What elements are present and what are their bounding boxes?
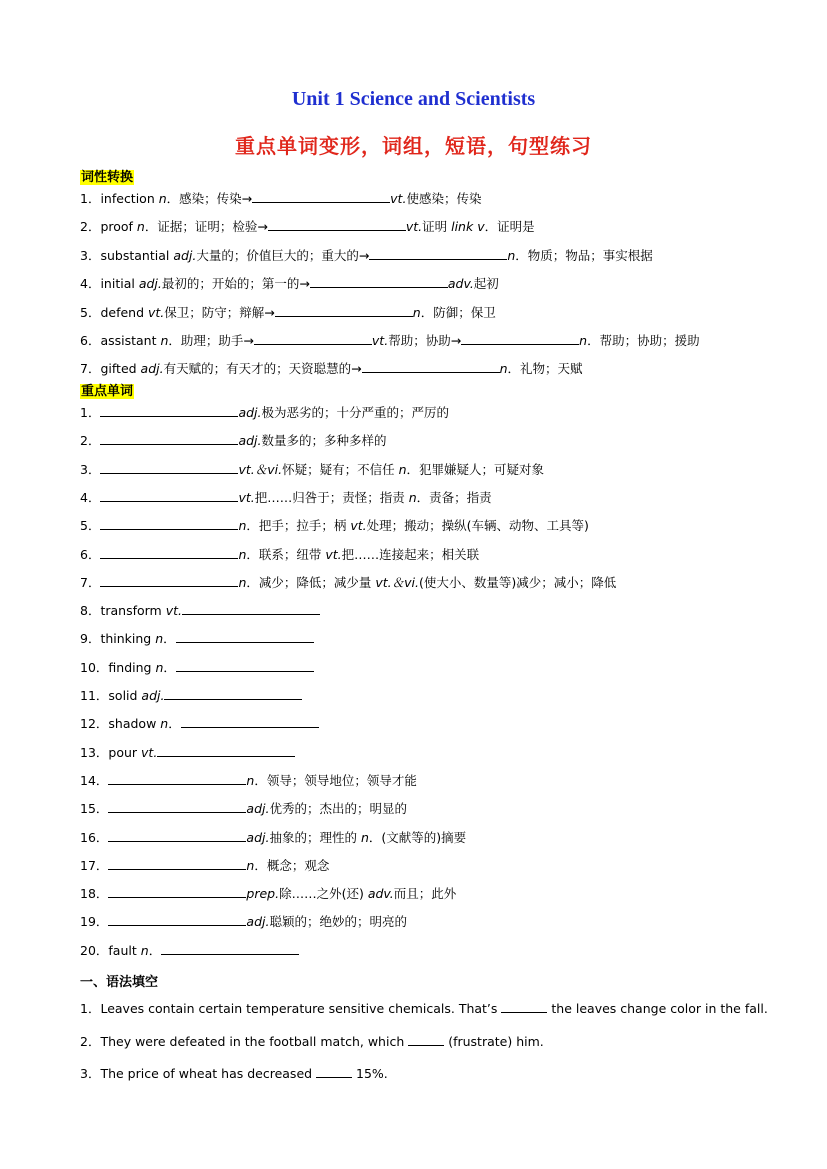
answer-blank[interactable] xyxy=(164,686,302,700)
answer-blank[interactable] xyxy=(161,941,299,955)
item-text: ． xyxy=(168,716,181,732)
item-text: adj. xyxy=(141,688,165,703)
answer-blank[interactable] xyxy=(108,912,246,926)
item-text: 16． xyxy=(80,829,109,845)
item-text: 7．gifted xyxy=(80,361,141,377)
key-words-item xyxy=(80,743,295,761)
item-text: adv. xyxy=(447,276,474,292)
item-text: vt. xyxy=(165,603,182,619)
item-text: 12．shadow xyxy=(80,716,161,732)
item-text: 3．substantial xyxy=(80,247,174,263)
page-subtitle: 重点单词变形，词组，短语，句型练习 xyxy=(235,134,592,158)
item-text: adj. xyxy=(238,433,262,449)
item-text: n xyxy=(155,631,164,647)
item-text: n xyxy=(158,191,167,206)
answer-blank[interactable] xyxy=(108,884,246,898)
word-forms-heading: 词性转换 xyxy=(81,170,134,185)
item-text: 4．initial xyxy=(80,276,139,292)
answer-blank[interactable] xyxy=(100,516,238,530)
item-text: 17． xyxy=(80,857,109,873)
item-text: vt. xyxy=(148,304,165,320)
item-text: ．感染；传染→ xyxy=(166,191,253,206)
key-words-heading: 重点单词 xyxy=(81,384,134,399)
item-text: ． xyxy=(163,631,176,647)
item-text: 证明 xyxy=(422,219,452,235)
item-text: ．帮助；协助；援助 xyxy=(587,333,700,348)
key-words-item xyxy=(80,516,589,534)
item-text: n xyxy=(160,716,169,732)
item-text: n xyxy=(155,659,164,675)
item-text: 10．finding xyxy=(80,659,156,675)
answer-blank[interactable] xyxy=(461,331,579,345)
word-forms-item xyxy=(80,359,583,377)
item-text: 6． xyxy=(80,546,101,562)
section-heading-key-words xyxy=(80,380,134,399)
item-text: ．减少；降低；减少量 xyxy=(246,574,376,590)
item-text: 15． xyxy=(80,801,109,817)
key-words-item xyxy=(80,601,320,619)
answer-blank[interactable] xyxy=(100,403,238,417)
item-text: ．联系；纽带 xyxy=(246,546,326,562)
word-forms-item xyxy=(80,303,496,321)
word-forms-item xyxy=(80,331,700,349)
item-text: vt.＆vi. xyxy=(375,574,419,590)
key-words-item xyxy=(80,488,492,506)
item-text: ．(文献等的)摘要 xyxy=(368,829,467,845)
item-text: the leaves change color in the fall. xyxy=(547,1001,768,1016)
item-text: vt. xyxy=(390,191,407,206)
key-words-item xyxy=(80,799,407,817)
answer-blank[interactable] xyxy=(176,629,314,643)
item-text: 18． xyxy=(80,886,109,902)
item-text: adj. xyxy=(173,247,197,263)
key-words-item xyxy=(80,545,479,563)
item-text: n xyxy=(246,857,255,873)
grammar-item xyxy=(80,1064,388,1082)
answer-blank[interactable] xyxy=(108,856,246,870)
item-text: ．概念；观念 xyxy=(254,857,330,873)
answer-blank[interactable] xyxy=(181,714,319,728)
grammar-item xyxy=(80,999,768,1017)
key-words-item xyxy=(80,771,417,789)
item-text: vt.＆vi. xyxy=(238,461,283,477)
key-words-item xyxy=(80,714,319,732)
answer-blank[interactable] xyxy=(252,189,390,203)
key-words-item xyxy=(80,941,299,959)
item-text: adj. xyxy=(138,276,162,292)
item-text: link v xyxy=(451,219,485,235)
word-forms-item xyxy=(80,274,499,292)
item-text: ．责备；指责 xyxy=(416,489,492,505)
item-text: n xyxy=(398,461,407,477)
item-text: 1．Leaves contain certain temperature sensitive chemicals. That’s xyxy=(80,1001,502,1016)
item-text: 2． xyxy=(80,433,101,449)
item-text: ．礼物；天赋 xyxy=(507,361,583,377)
item-text: n xyxy=(499,361,508,377)
answer-blank[interactable] xyxy=(316,1064,352,1078)
item-text: prep. xyxy=(246,886,280,902)
key-words-item xyxy=(80,856,329,874)
item-text: n xyxy=(360,829,369,845)
key-words-item xyxy=(80,431,387,449)
item-text: 最初的；开始的；第一的→ xyxy=(161,276,310,292)
item-text: 而且；此外 xyxy=(393,886,457,902)
item-text: adj. xyxy=(238,405,262,420)
section-heading-grammar xyxy=(80,971,158,990)
item-text: n xyxy=(136,219,145,235)
item-text: 4． xyxy=(80,489,101,505)
item-text: 把……归咎于；责怪；指责 xyxy=(254,489,409,505)
item-text: n xyxy=(238,518,247,534)
item-text: ．助理；助手→ xyxy=(168,333,254,348)
item-text: 9．thinking xyxy=(80,631,156,647)
answer-blank[interactable] xyxy=(100,488,238,502)
answer-blank[interactable] xyxy=(408,1032,444,1046)
item-text: vt. xyxy=(405,219,423,235)
item-text: n xyxy=(408,489,417,505)
item-text: ．证明是 xyxy=(484,219,535,235)
word-forms-item xyxy=(80,246,653,264)
answer-blank[interactable] xyxy=(100,460,238,474)
item-text: ． xyxy=(148,942,162,958)
item-text: ．犯罪嫌疑人；可疑对象 xyxy=(406,461,545,477)
key-words-item xyxy=(80,403,449,421)
item-text: adj. xyxy=(246,914,270,930)
section-heading-word-forms xyxy=(80,166,134,185)
item-text: 5． xyxy=(80,518,101,534)
item-text: n xyxy=(140,942,149,958)
key-words-item xyxy=(80,658,314,676)
answer-blank[interactable] xyxy=(100,573,238,587)
answer-blank[interactable] xyxy=(100,545,238,559)
item-text: vt. xyxy=(238,489,255,505)
item-text: 怀疑；疑有；不信任 xyxy=(282,461,399,477)
answer-blank[interactable] xyxy=(254,331,372,345)
key-words-item xyxy=(80,629,314,647)
item-text: ．物质；物品；事实根据 xyxy=(515,247,653,263)
item-text: 5．defend xyxy=(80,304,148,320)
item-text: n xyxy=(412,304,421,320)
answer-blank[interactable] xyxy=(369,246,507,260)
item-text: 14． xyxy=(80,772,109,788)
item-text: n xyxy=(246,772,255,788)
item-text: 8．transform xyxy=(80,603,166,619)
item-text: 帮助；协助→ xyxy=(388,333,462,348)
item-text: 把……连接起来；相关联 xyxy=(341,546,480,562)
item-text: 数量多的；多种多样的 xyxy=(261,433,387,449)
answer-blank[interactable] xyxy=(108,799,246,813)
word-forms-item xyxy=(80,189,481,207)
item-text: 除……之外(还) xyxy=(279,886,368,902)
item-text: 保卫；防守；辩解→ xyxy=(164,304,275,320)
key-words-item xyxy=(80,828,466,846)
item-text: 19． xyxy=(80,914,109,930)
grammar-heading: 一、语法填空 xyxy=(80,975,159,990)
item-text: 1． xyxy=(80,405,101,420)
answer-blank[interactable] xyxy=(268,217,406,231)
item-text: n xyxy=(238,574,247,590)
item-text: 20．fault xyxy=(80,942,141,958)
item-text: ．领导；领导地位；领导才能 xyxy=(254,772,417,788)
item-text: vt. xyxy=(325,546,342,562)
item-text: vt. xyxy=(141,744,158,760)
item-text: 2．They were defeated in the football match, which xyxy=(80,1033,409,1049)
answer-blank[interactable] xyxy=(108,828,246,842)
key-words-item xyxy=(80,460,544,478)
key-words-item xyxy=(80,912,407,930)
item-text: 优秀的；杰出的；明显的 xyxy=(269,801,407,817)
item-text: (使大小、数量等)减少；减小；降低 xyxy=(419,574,617,590)
item-text: ．证据；证明；检验→ xyxy=(144,219,268,235)
item-text: 3． xyxy=(80,461,101,477)
page-title: Unit 1 Science and Scientists xyxy=(291,88,536,110)
item-text: ．把手；拉手；柄 xyxy=(246,518,351,534)
item-text: 3．The price of wheat has decreased xyxy=(80,1066,317,1081)
item-text: (frustrate) him. xyxy=(444,1033,544,1049)
item-text: adj. xyxy=(140,361,164,377)
item-text: 使感染；传染 xyxy=(406,191,482,206)
answer-blank[interactable] xyxy=(157,743,295,757)
answer-blank[interactable] xyxy=(182,601,320,615)
answer-blank[interactable] xyxy=(310,274,448,288)
item-text: 13．pour xyxy=(80,744,142,760)
answer-blank[interactable] xyxy=(275,303,413,317)
item-text: 6．assistant xyxy=(80,333,161,348)
item-text: 起初 xyxy=(473,276,499,292)
word-forms-item xyxy=(80,217,535,235)
item-text: ． xyxy=(163,659,176,675)
key-words-item xyxy=(80,884,456,902)
item-text: vt. xyxy=(350,518,367,534)
item-text: 极为恶劣的；十分严重的；严厉的 xyxy=(261,405,450,420)
item-text: 15%. xyxy=(352,1066,388,1081)
item-text: 大量的；价值巨大的；重大的→ xyxy=(196,247,370,263)
item-text: 处理；搬动；操纵(车辆、动物、工具等) xyxy=(366,518,589,534)
item-text: adv. xyxy=(367,886,394,902)
item-text: vt. xyxy=(371,333,389,348)
answer-blank[interactable] xyxy=(100,431,238,445)
answer-blank[interactable] xyxy=(108,771,246,785)
item-text: adj. xyxy=(246,801,270,817)
item-text: 7． xyxy=(80,574,101,590)
item-text: adj. xyxy=(246,829,270,845)
answer-blank[interactable] xyxy=(176,658,314,672)
item-text: 1．infection xyxy=(80,191,159,206)
grammar-item xyxy=(80,1032,544,1050)
item-text: n xyxy=(579,333,588,348)
item-text: n xyxy=(238,546,247,562)
item-text: 11．solid xyxy=(80,688,142,703)
key-words-item xyxy=(80,686,302,704)
item-text: 有天赋的；有天才的；天资聪慧的→ xyxy=(163,361,362,377)
item-text: n xyxy=(160,333,169,348)
answer-blank[interactable] xyxy=(501,999,547,1013)
answer-blank[interactable] xyxy=(362,359,500,373)
item-text: ．防御；保卫 xyxy=(420,304,496,320)
item-text: 抽象的；理性的 xyxy=(269,829,361,845)
item-text: 聪颖的；绝妙的；明亮的 xyxy=(269,914,407,930)
item-text: 2．proof xyxy=(80,219,137,235)
item-text: n xyxy=(507,247,516,263)
key-words-item xyxy=(80,573,616,591)
